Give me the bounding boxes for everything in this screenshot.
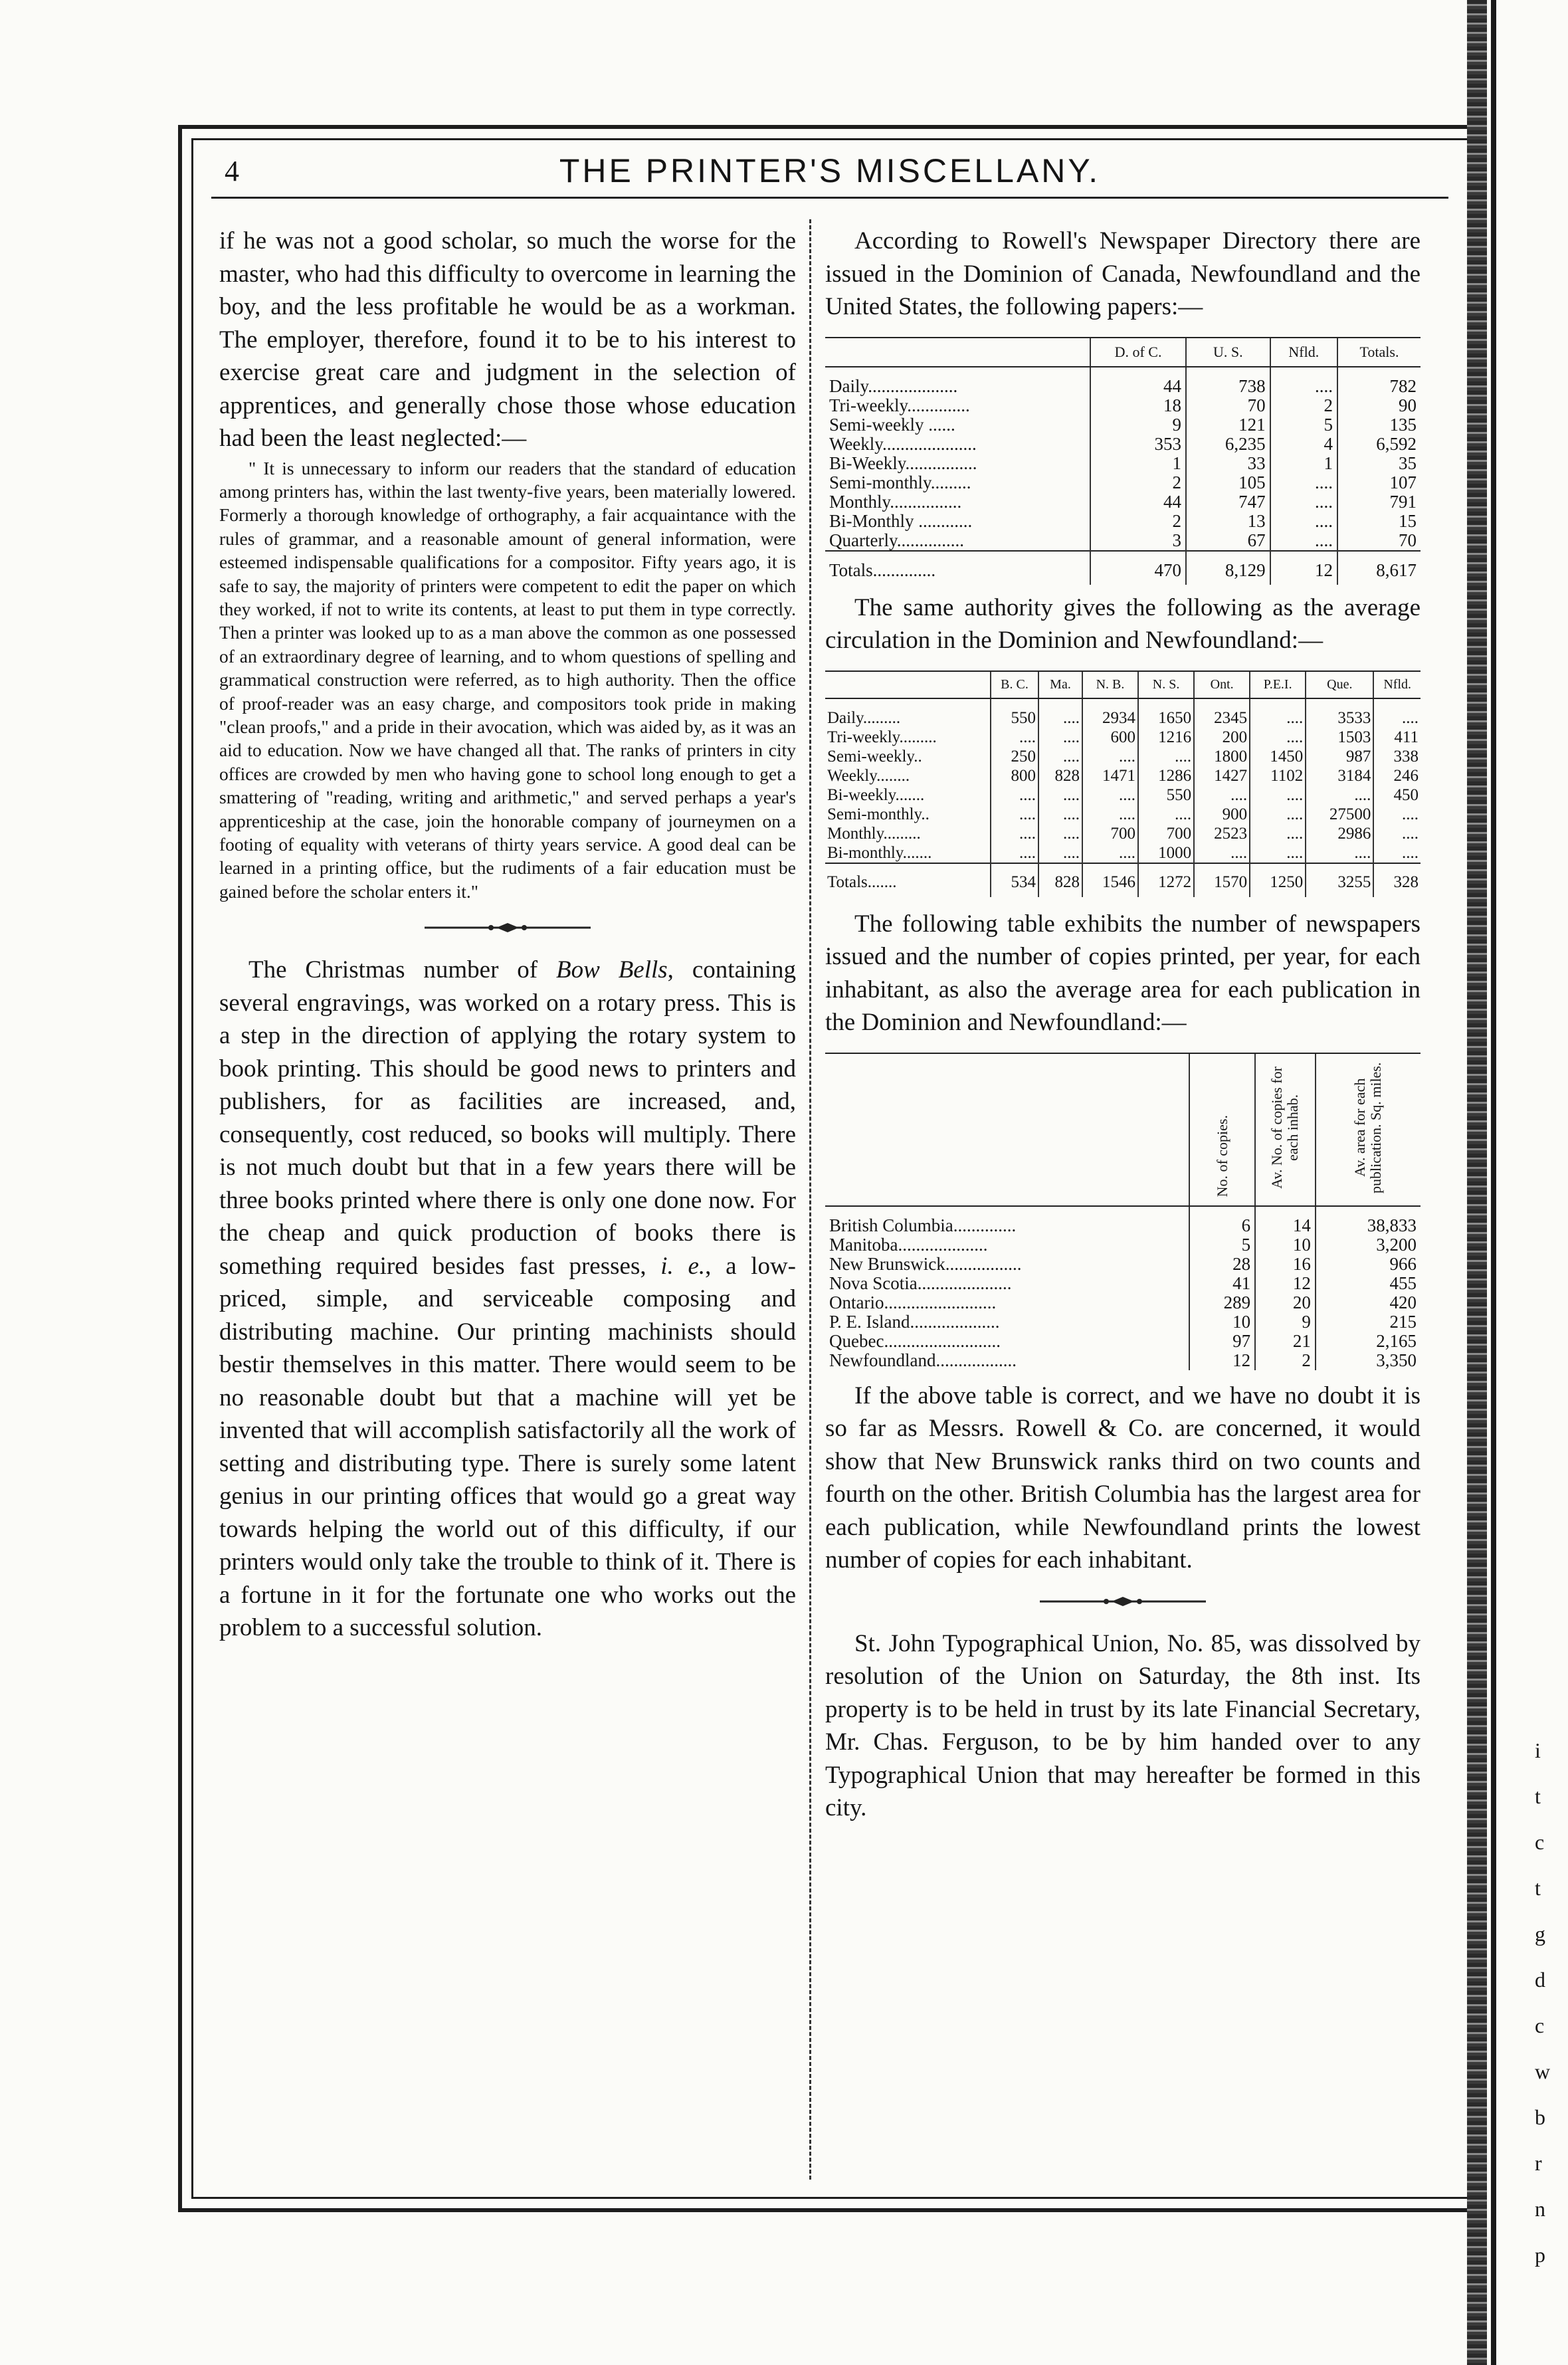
table-cell: 1450 [1250,747,1306,766]
table-cell: 3533 [1306,698,1373,728]
table-cell: 97 [1189,1332,1255,1351]
table-cell: 200 [1194,728,1250,747]
table-cell: .... [1250,805,1306,824]
table-row [825,843,1421,863]
copies-area-table [825,1053,1421,1370]
table-cell: 12 [1255,1274,1316,1293]
table-cell: 5 [1270,415,1337,435]
table-cell: 534 [991,863,1038,897]
table-total-row [825,551,1421,585]
table-cell: 550 [1138,785,1194,805]
row-label: Quebec.......................... [829,1330,1001,1351]
table-cell: 1800 [1194,747,1250,766]
table-cell: .... [1082,747,1138,766]
row-label: Bi-Weekly................ [829,453,977,473]
table-row [825,785,1421,805]
table-cell: 1272 [1138,863,1194,897]
table-cell: .... [1373,698,1421,728]
row-label: New Brunswick................. [829,1253,1022,1274]
table-row [825,367,1421,396]
bow-bells-title: Bow Bells [556,956,668,984]
edge-letter: r [1535,2151,1542,2175]
row-label: Daily.................... [829,375,958,396]
table-cell: .... [991,805,1038,824]
adjacent-page-fragment [1492,1728,1565,2267]
row-label: Semi-weekly ...... [829,414,955,435]
table-row [825,824,1421,843]
table-cell: 135 [1337,415,1421,435]
table-header-cell [1316,1053,1421,1206]
table-cell: 8,129 [1186,551,1270,585]
table-cell: 12 [1270,551,1337,585]
edge-letter: p [1535,2243,1545,2267]
row-label: Semi-monthly......... [829,472,971,492]
table-row [825,1332,1421,1351]
table-row [825,747,1421,766]
table-cell: .... [1270,473,1337,492]
table-cell: 1546 [1082,863,1138,897]
bow-bells-text-1: The Christmas number of [248,956,557,984]
edge-letter: t [1535,1784,1541,1808]
row-label: Newfoundland.................. [829,1350,1017,1370]
table-cell: 1000 [1138,843,1194,863]
table-cell: .... [1138,805,1194,824]
rotated-header-text: Av. No. of copies for each inhab. [1268,1066,1302,1189]
table-cell: 2,165 [1316,1332,1421,1351]
paragraph-rowell-intro: According to Rowell's Newspaper Directory there are issued in the Dominion of Canada, Newfoundland and the United States, the following papers:— [825,227,1421,320]
row-label: Semi-weekly.. [827,747,922,766]
edge-letter: d [1535,1968,1545,1992]
table-cell: 90 [1337,396,1421,415]
edge-letter: n [1535,2197,1545,2221]
table-cell: 2345 [1194,698,1250,728]
table-cell: .... [1250,728,1306,747]
table-cell: .... [1082,805,1138,824]
row-label: British Columbia.............. [829,1215,1017,1235]
table-cell: 1102 [1250,766,1306,785]
page-number: 4 [225,155,239,187]
table-cell: .... [1270,512,1337,531]
table-cell: 5 [1189,1235,1255,1255]
binding-edge [1467,0,1487,2365]
table-cell: 6,235 [1186,435,1270,454]
table-cell: 27500 [1306,805,1373,824]
table-cell: .... [1250,843,1306,863]
edge-letter: c [1535,1830,1545,1854]
paragraph-table-analysis: If the above table is correct, and we have no doubt it is so far as Messrs. Rowell & Co. are concerned, it would show that New Brunswick ranks third on two counts and fourth on the other. British Columbia has the largest area for each publication, while Newfoundland prints the lowest number of copies for each inhabitant. [825,1382,1421,1574]
table-cell: 41 [1189,1274,1255,1293]
edge-letter: w [1535,2059,1551,2083]
table-cell: 3,350 [1316,1351,1421,1370]
table-row [825,766,1421,785]
table-cell: 3 [1090,531,1186,551]
paragraph-st-john-union: St. John Typographical Union, No. 85, was dissolved by resolution of the Union on Saturday, the 8th inst. Its property is to be held in trust by its late Financial Secretary, Mr. Chas. Ferguson, to be by him handed over to any Typographical Union that may hereafter be formed in this city. [825,1629,1421,1821]
rotated-header-text: No. of copies. [1213,1115,1230,1197]
table-cell: 70 [1186,396,1270,415]
row-label: Totals....... [825,863,991,897]
table-cell: 1427 [1194,766,1250,785]
table-cell: 246 [1373,766,1421,785]
table-row [825,698,1421,728]
paragraph-copies-intro: The following table exhibits the number of newspapers issued and the number of copies printed, per year, for each inhabitant, as also the average area for each publication in the Dominion and Newfoundland:— [825,910,1421,1036]
table-cell: .... [1038,843,1082,863]
row-label: Weekly..................... [829,433,977,454]
row-label: Bi-Monthly ............ [829,510,973,531]
table-total-row [825,863,1421,897]
table-cell: 6,592 [1337,435,1421,454]
table-cell: 44 [1090,367,1186,396]
table-row [825,805,1421,824]
table-cell: .... [1038,824,1082,843]
table-cell: 338 [1373,747,1421,766]
table-header-cell: Ont. [1194,671,1250,698]
table-cell: 15 [1337,512,1421,531]
block-quote-education: " It is unnecessary to inform our readers that the standard of education among printers has, within the last twenty-five years, been materially lowered. Formerly a thorough knowledge of orthography, a fair acquaintance with the rules of grammar, and a reasonable amount of general information, were esteemed indispensable qualifications for a compositor. Fifty years ago, it is safe to say, the majority of printers were competent to edit the paper on which they worked, if not to write its contents, at least to put them in type correctly. Then a printer was looked up to as a man above the common as one possessed of an extraordinary degree of learning, and to whom questions of spelling and grammatical construction were referred, as to high authority. Then the office of proof-reader was an easy charge, and compositors took pride in making "clean proofs," and a pride in their avocation, which was aided by, as it was an aid to education. Now we have changed all that. The ranks of printers in city offices are crowded by men who having gone to school long enough to get a smattering of "reading, writing and arithmetic," and served perhaps a year's apprenticeship at the case, join the honorable company of journeymen on a footing of equality with veterans of thirty years service. A good deal can be learned in a printing office, but the rudiments of a fair education must be gained before the scholar enters it." [219,457,796,902]
table-cell: 353 [1090,435,1186,454]
table-cell: 1503 [1306,728,1373,747]
table-header-cell: Que. [1306,671,1373,698]
table-row [825,1206,1421,1235]
table-cell: 14 [1255,1206,1316,1235]
table-cell: 3184 [1306,766,1373,785]
table-row [825,454,1421,473]
page-header [211,150,1448,191]
paragraph-circulation-intro: The same authority gives the following as the average circulation in the Dominion and Newfoundland:— [825,593,1421,654]
row-label: Bi-weekly....... [827,785,925,804]
table-cell: .... [1038,785,1082,805]
table-cell: 67 [1186,531,1270,551]
table-cell: .... [1250,824,1306,843]
table-row [825,1255,1421,1274]
table-cell: .... [1038,698,1082,728]
table-header-cell: N. S. [1138,671,1194,698]
table-cell: 2 [1090,512,1186,531]
edge-letter: t [1535,1876,1541,1900]
table-cell: .... [991,843,1038,863]
table-cell: 828 [1038,863,1082,897]
row-label: Daily......... [827,708,901,727]
table-cell: .... [1306,785,1373,805]
table-cell: .... [991,785,1038,805]
table-cell: 121 [1186,415,1270,435]
table-row [825,396,1421,415]
table-cell: .... [1373,843,1421,863]
table-cell: 70 [1337,531,1421,551]
row-label: Quarterly............... [829,530,964,550]
table-cell: 28 [1189,1255,1255,1274]
table-cell: .... [1250,698,1306,728]
papers-count-table [825,337,1421,585]
edge-letter: i [1535,1738,1541,1762]
table-cell: 2523 [1194,824,1250,843]
table-header-cell: B. C. [991,671,1038,698]
table-cell: 2 [1090,473,1186,492]
table-row [825,1293,1421,1312]
table-cell: 782 [1337,367,1421,396]
table-cell: 289 [1189,1293,1255,1312]
row-label: Tri-weekly.............. [829,395,970,415]
table-cell: .... [1082,843,1138,863]
table-cell: 800 [991,766,1038,785]
running-head: THE PRINTER'S MISCELLANY. [559,152,1101,189]
table-cell: 2986 [1306,824,1373,843]
table-cell: 1216 [1138,728,1194,747]
table-header-cell: Nfld. [1270,338,1337,367]
table-row [825,1274,1421,1293]
table-cell: .... [1270,367,1337,396]
table-header-cell: U. S. [1186,338,1270,367]
table-header-cell: D. of C. [1090,338,1186,367]
row-label: Weekly........ [827,766,910,785]
table-cell: 13 [1186,512,1270,531]
table-cell: 10 [1189,1312,1255,1332]
paragraph-bow-bells [219,954,796,1645]
table-cell: 828 [1038,766,1082,785]
table-cell: .... [1194,785,1250,805]
table-cell: 105 [1186,473,1270,492]
table-cell: .... [1306,843,1373,863]
table-cell: 4 [1270,435,1337,454]
table-cell: 1 [1270,454,1337,473]
table-cell: 21 [1255,1332,1316,1351]
table-cell: 550 [991,698,1038,728]
table-cell: 16 [1255,1255,1316,1274]
table-cell: 1570 [1194,863,1250,897]
table-cell: 900 [1194,805,1250,824]
table-cell: 18 [1090,396,1186,415]
table-cell: .... [1373,824,1421,843]
table-cell: 9 [1090,415,1186,435]
table-row [825,728,1421,747]
table-cell: 20 [1255,1293,1316,1312]
table-cell: 791 [1337,492,1421,512]
table-cell: 12 [1189,1351,1255,1370]
table-header-cell [1255,1053,1316,1206]
table-cell: .... [1373,805,1421,824]
edge-letter: c [1535,2013,1545,2037]
right-column [825,225,1421,1825]
table-cell: 1471 [1082,766,1138,785]
header-rule [211,197,1448,199]
column-separator [809,219,811,2180]
table-header-cell: Nfld. [1373,671,1421,698]
table-cell: .... [1138,747,1194,766]
table-cell: 6 [1189,1206,1255,1235]
table-header-cell: P.E.I. [1250,671,1306,698]
table-cell: .... [1270,492,1337,512]
table-cell: 35 [1337,454,1421,473]
table-row [825,415,1421,435]
table-header-cell: Ma. [1038,671,1082,698]
table-cell: .... [1250,785,1306,805]
table-cell: 44 [1090,492,1186,512]
row-label: Tri-weekly......... [827,728,937,746]
table-cell: .... [1038,747,1082,766]
table-cell: 3,200 [1316,1235,1421,1255]
rotated-header-text: Av. area for each publication. Sq. miles. [1351,1061,1385,1193]
table-cell: 107 [1337,473,1421,492]
row-label: Ontario......................... [829,1292,997,1312]
table-header-cell [825,1053,1189,1206]
table-header-cell: N. B. [1082,671,1138,698]
table-cell: .... [1038,728,1082,747]
table-cell: 1286 [1138,766,1194,785]
table-cell: 8,617 [1337,551,1421,585]
table-header-cell [825,671,991,698]
table-cell: 33 [1186,454,1270,473]
table-cell: 470 [1090,551,1186,585]
table-cell: 700 [1138,824,1194,843]
table-cell: 1250 [1250,863,1306,897]
table-row [825,492,1421,512]
table-cell: 2934 [1082,698,1138,728]
table-cell: 700 [1082,824,1138,843]
table-row [825,1351,1421,1370]
row-label: Nova Scotia..................... [829,1273,1012,1293]
table-row [825,1235,1421,1255]
table-cell: 3255 [1306,863,1373,897]
table-cell: 2 [1255,1351,1316,1370]
table-cell: 455 [1316,1274,1421,1293]
table-cell: 600 [1082,728,1138,747]
table-cell: 420 [1316,1293,1421,1312]
row-label: Monthly......... [827,824,921,843]
table-cell: .... [1270,531,1337,551]
row-label: Manitoba.................... [829,1234,988,1255]
table-row [825,435,1421,454]
table-cell: 2 [1270,396,1337,415]
circulation-table [825,670,1421,897]
ornament-divider-2 [1040,1595,1206,1607]
table-cell: 411 [1373,728,1421,747]
table-cell: 328 [1373,863,1421,897]
table-cell: .... [1082,785,1138,805]
table-cell: 747 [1186,492,1270,512]
left-column [219,225,796,1645]
bow-bells-text-3: , a low-priced, simple, and serviceable composing and distributing machine. Our printing machinists should bestir themselves in this matter. There would seem to be no reasonable doubt but that a machine will yet be invented that will accomplish satisfactorily all the work of setting and distributing type. There is surely some latent genius in our printing offices that would go a great way towards helping the world out of this difficulty, if our printers would only take the trouble to think of it. There is a fortune in it for the fortunate one who works out the problem to a successful solution. [219,1252,797,1642]
table-cell: 1 [1090,454,1186,473]
table-cell: .... [1194,843,1250,863]
table-row [825,531,1421,551]
table-cell: 9 [1255,1312,1316,1332]
edge-letter: b [1535,2105,1545,2129]
ornament-divider [425,922,591,934]
table-cell: 215 [1316,1312,1421,1332]
table-row [825,473,1421,492]
row-label: P. E. Island.................... [829,1311,1000,1332]
row-label: Semi-monthly.. [827,805,930,823]
table-cell: 966 [1316,1255,1421,1274]
table-row [825,512,1421,531]
bow-bells-text-2: , containing several engravings, was worked on a rotary press. This is a step in the direction of applying the rotary system to book printing. This should be good news to printers and publishers, for as facilities are increased, and, consequently, cost reduced, so books will multiply. There is not much doubt but that in a few years there will be three books printed where there is only one done now. For the cheap and quick production of books there is something required besides fast presses, [219,956,796,1280]
row-label: Totals.............. [825,551,1090,585]
table-cell: 38,833 [1316,1206,1421,1235]
paragraph-apprentices: if he was not a good scholar, so much the worse for the master, who had this difficulty to overcome in learning the boy, and the less profitable he would be as a workman. The employer, therefore, found it to be to his interest to exercise great care and judgment in the selection of apprentices, and generally chose those whose education had been the least neglected:— [219,227,796,452]
edge-letter: g [1535,1922,1545,1946]
table-header-cell: Totals. [1337,338,1421,367]
table-row [825,1312,1421,1332]
table-cell: 450 [1373,785,1421,805]
table-cell: .... [991,728,1038,747]
table-cell: .... [991,824,1038,843]
table-cell: 738 [1186,367,1270,396]
table-header-cell [1189,1053,1255,1206]
table-cell: 1650 [1138,698,1194,728]
table-cell: .... [1038,805,1082,824]
row-label: Monthly................ [829,491,962,512]
ie-abbrev: i. e. [660,1252,706,1280]
row-label: Bi-monthly....... [827,843,932,862]
table-cell: 987 [1306,747,1373,766]
table-cell: 250 [991,747,1038,766]
table-cell: 10 [1255,1235,1316,1255]
table-header-cell [825,338,1090,367]
